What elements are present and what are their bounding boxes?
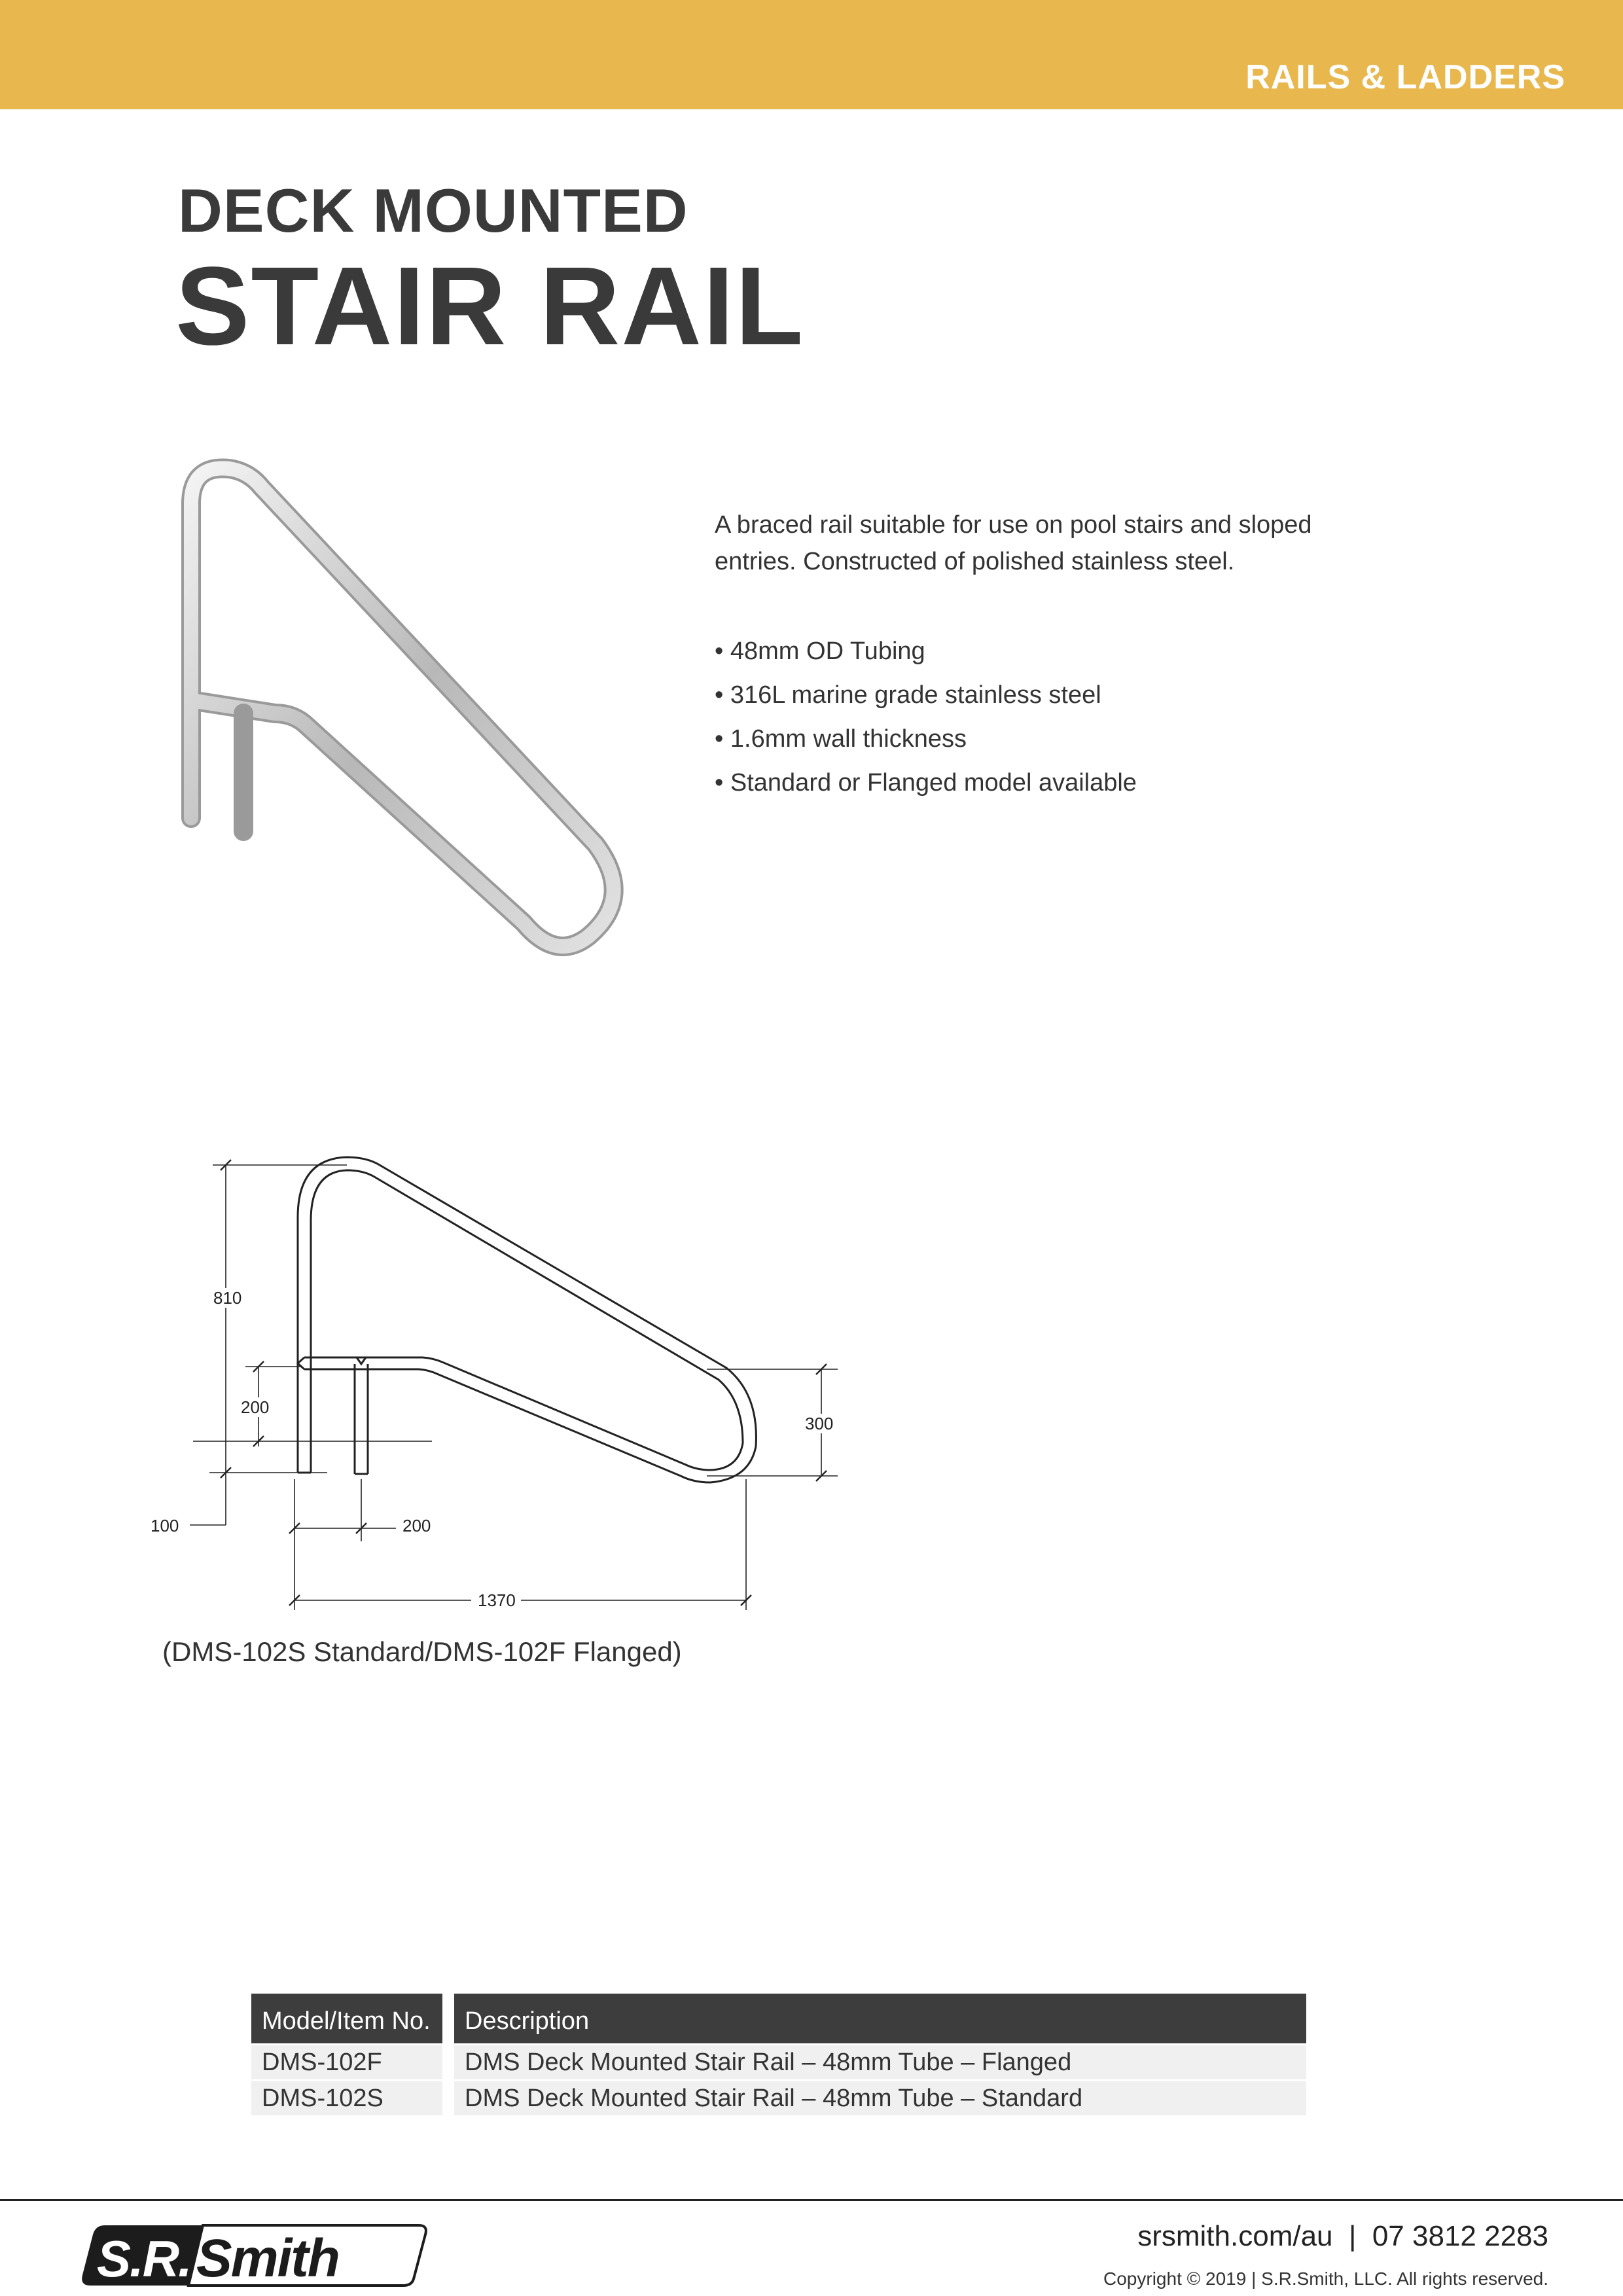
contact-info: srsmith.com/au | 07 3812 2283 — [1137, 2220, 1548, 2252]
feature-list — [715, 630, 1435, 805]
srsmith-logo — [79, 2220, 432, 2292]
dim-brace: 200 — [241, 1397, 270, 1417]
dim-leg-spacing: 200 — [402, 1516, 431, 1535]
intro-line-2: entries. Constructed of polished stainless steel. — [715, 548, 1235, 575]
spec-table — [240, 1994, 1318, 2115]
page-title: STAIR RAIL — [175, 244, 805, 368]
svg-text:Smith: Smith — [196, 2229, 339, 2288]
footer-divider — [0, 2199, 1623, 2201]
cell-model: DMS-102S — [251, 2079, 442, 2115]
dimension-drawing — [131, 1139, 883, 1636]
feature-item: • 48mm OD Tubing — [715, 630, 1435, 673]
header-description: Description — [454, 1994, 1306, 2043]
feature-item: • 316L marine grade stainless steel — [715, 673, 1435, 717]
cell-description: DMS Deck Mounted Stair Rail – 48mm Tube – Flanged — [454, 2043, 1306, 2079]
product-intro — [715, 507, 1435, 580]
header-model: Model/Item No. — [251, 1994, 442, 2043]
feature-item: • Standard or Flanged model available — [715, 761, 1435, 805]
copyright: Copyright © 2019 | S.R.Smith, LLC. All rights reserved. — [1103, 2269, 1548, 2289]
dim-below: 100 — [151, 1516, 179, 1535]
intro-line-1: A braced rail suitable for use on pool stairs and sloped — [715, 511, 1312, 539]
cell-description: DMS Deck Mounted Stair Rail – 48mm Tube – Standard — [454, 2079, 1306, 2115]
drawing-caption: (DMS-102S Standard/DMS-102F Flanged) — [162, 1636, 682, 1667]
svg-text:S.R.: S.R. — [97, 2230, 191, 2287]
table-row — [251, 2079, 1306, 2115]
feature-item: • 1.6mm wall thickness — [715, 717, 1435, 761]
dim-height: 810 — [213, 1288, 242, 1308]
dim-depth: 300 — [805, 1414, 834, 1433]
cell-model: DMS-102F — [251, 2043, 442, 2079]
stair-rail-photo — [164, 452, 661, 975]
table-header-row — [251, 1994, 1306, 2043]
title-small: DECK MOUNTED — [178, 176, 688, 245]
table-row — [251, 2043, 1306, 2079]
dim-length: 1370 — [478, 1590, 516, 1610]
category-label: RAILS & LADDERS — [1245, 58, 1565, 96]
